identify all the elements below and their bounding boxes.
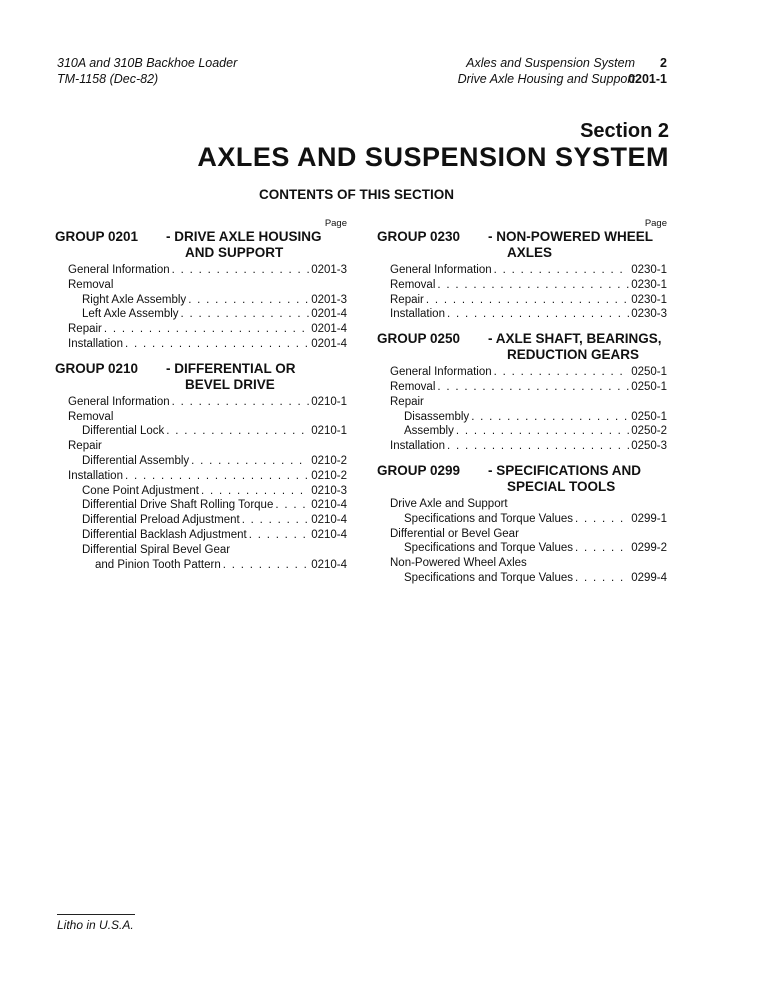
manual-title: 310A and 310B Backhoe Loader xyxy=(57,56,238,70)
dot-leader xyxy=(575,541,629,556)
dot-leader xyxy=(575,571,629,586)
toc-entry[interactable] xyxy=(377,395,667,410)
group-title: - DRIVE AXLE HOUSING xyxy=(166,229,322,244)
toc-entry[interactable] xyxy=(55,278,347,293)
group-title: - DIFFERENTIAL OR xyxy=(166,360,296,376)
toc-entry[interactable] xyxy=(377,571,667,586)
dot-leader xyxy=(494,365,630,380)
group-spacer xyxy=(377,347,488,363)
group-title-continued: AXLES xyxy=(507,245,553,260)
toc-entry-title: General Information xyxy=(390,264,492,276)
toc-entry[interactable] xyxy=(377,512,667,527)
group-heading xyxy=(377,463,667,495)
dot-leader xyxy=(125,469,309,484)
toc-entry-title: Installation xyxy=(390,308,445,321)
dot-leader xyxy=(242,513,310,528)
header-left xyxy=(57,55,237,87)
contents-column-right xyxy=(377,218,667,586)
toc-entry[interactable] xyxy=(377,263,667,278)
toc-entry-title: Drive Axle and Support xyxy=(390,497,508,510)
toc-entry-page: 0201-3 xyxy=(311,293,347,306)
group-title-continued: REDUCTION GEARS xyxy=(507,347,640,363)
group-number: GROUP 0201 xyxy=(55,229,139,244)
toc-entry-page: 0210-2 xyxy=(311,454,347,467)
toc-entry[interactable] xyxy=(377,380,667,395)
dot-leader xyxy=(447,307,629,322)
toc-entry-page: 0299-1 xyxy=(631,512,667,525)
toc-entry-title: Differential Drive Shaft Rolling Torque xyxy=(82,499,274,512)
group-title: - NON-POWERED WHEEL xyxy=(488,229,653,244)
manual-number: TM-1158 (Dec-82) xyxy=(57,72,159,86)
dot-leader xyxy=(172,263,310,278)
section-title: AXLES AND SUSPENSION SYSTEM xyxy=(197,142,669,172)
toc-entry-title: Differential Preload Adjustment xyxy=(82,514,240,527)
footer-litho: Litho in U.S.A. xyxy=(57,918,134,932)
group-heading xyxy=(55,229,347,261)
toc-entry-page: 0201-3 xyxy=(311,264,347,276)
toc-entry[interactable] xyxy=(55,543,347,558)
toc-entry[interactable] xyxy=(55,558,347,573)
toc-entry-title: Disassembly xyxy=(404,410,470,423)
dot-leader xyxy=(249,528,309,543)
contents-title: CONTENTS OF THIS SECTION xyxy=(259,187,455,202)
toc-entry-title: Removal xyxy=(68,278,114,291)
dot-leader xyxy=(426,293,629,308)
toc-entry-page: 0250-1 xyxy=(631,410,667,423)
toc-entry[interactable] xyxy=(55,293,347,308)
toc-entry-page: 0230-3 xyxy=(631,308,667,321)
toc-entry[interactable] xyxy=(377,541,667,556)
toc-entry[interactable] xyxy=(377,307,667,322)
footer-rule xyxy=(57,914,135,915)
toc-entry-page: 0210-4 xyxy=(311,558,347,571)
toc-entry-page: 0230-1 xyxy=(631,278,667,291)
group-heading xyxy=(377,331,667,363)
dot-leader xyxy=(437,278,629,293)
toc-entry[interactable] xyxy=(55,337,347,352)
toc-entry[interactable] xyxy=(377,365,667,380)
dot-leader xyxy=(166,424,309,439)
toc-entry-page: 0210-1 xyxy=(311,395,347,408)
dot-leader xyxy=(447,439,629,454)
dot-leader xyxy=(437,380,629,395)
toc-entry[interactable] xyxy=(55,484,347,499)
group-spacer xyxy=(377,245,488,261)
toc-entry[interactable] xyxy=(377,293,667,308)
toc-entry[interactable] xyxy=(377,556,667,571)
dot-leader xyxy=(172,395,310,410)
group-spacer xyxy=(377,479,488,495)
toc-entry-title: Cone Point Adjustment xyxy=(82,484,199,497)
group-heading xyxy=(55,361,347,393)
toc-entry-page: 0210-4 xyxy=(311,528,347,541)
toc-entry[interactable] xyxy=(377,410,667,425)
toc-entry[interactable] xyxy=(55,439,347,454)
toc-entry[interactable] xyxy=(55,469,347,484)
toc-entry-title: Repair xyxy=(390,395,424,408)
page-column-label: Page xyxy=(324,218,347,229)
dot-leader xyxy=(104,322,309,337)
toc-entry-title: and Pinion Tooth Pattern xyxy=(95,558,221,571)
dot-leader xyxy=(191,454,309,469)
group-spacer xyxy=(55,377,166,393)
group-number: GROUP 0250 xyxy=(377,331,461,347)
toc-entry-page: 0230-1 xyxy=(631,264,667,276)
dot-leader xyxy=(275,498,309,513)
section-number: 2 xyxy=(660,56,667,70)
toc-entry-title: Left Axle Assembly xyxy=(82,308,179,321)
group-number: GROUP 0210 xyxy=(55,360,139,376)
toc-entry-page: 0230-1 xyxy=(631,293,667,306)
toc-entry-title: Installation xyxy=(390,440,445,453)
toc-entry[interactable] xyxy=(377,527,667,542)
dot-leader xyxy=(223,558,309,573)
toc-entry[interactable] xyxy=(377,497,667,512)
toc-entry[interactable] xyxy=(377,424,667,439)
toc-entry-title: Differential Backlash Adjustment xyxy=(82,528,247,541)
group-heading xyxy=(377,229,667,261)
toc-entry-title: Installation xyxy=(68,469,123,482)
toc-entry-page: 0201-4 xyxy=(311,337,347,350)
dot-leader xyxy=(575,512,629,527)
toc-entry-title: Differential Assembly xyxy=(82,454,190,467)
toc-entry-page: 0299-4 xyxy=(631,571,667,584)
toc-entry[interactable] xyxy=(55,498,347,513)
toc-entry-page: 0210-4 xyxy=(311,514,347,527)
toc-entry-page: 0210-1 xyxy=(311,425,347,438)
toc-entry-page: 0210-4 xyxy=(311,499,347,512)
toc-entry-title: Assembly xyxy=(404,425,454,438)
toc-entry[interactable] xyxy=(55,395,347,410)
toc-entry[interactable] xyxy=(55,322,347,337)
toc-entry-title: Removal xyxy=(390,380,436,393)
contents-column-left xyxy=(55,218,347,572)
section-label: Section 2 xyxy=(580,120,669,142)
dot-leader xyxy=(181,307,310,322)
group-number: GROUP 0299 xyxy=(377,462,461,478)
page-column-label: Page xyxy=(644,218,667,229)
toc-entry-title: Specifications and Torque Values xyxy=(404,571,573,584)
toc-entry-title: Differential Lock xyxy=(82,425,165,438)
toc-entry-title: Repair xyxy=(68,440,102,453)
toc-entry-page: 0201-4 xyxy=(311,308,347,321)
toc-entry-page: 0210-3 xyxy=(311,484,347,497)
group-title: - SPECIFICATIONS AND xyxy=(488,462,642,478)
toc-entry-title: General Information xyxy=(68,395,170,408)
dot-leader xyxy=(188,293,309,308)
toc-entry-title: Repair xyxy=(68,323,102,336)
toc-entry-page: 0201-4 xyxy=(311,323,347,336)
section-running-head: Axles and Suspension System xyxy=(466,56,635,70)
page-number: 0201-1 xyxy=(628,72,667,86)
toc-entry[interactable] xyxy=(55,454,347,469)
toc-entry-title: Differential or Bevel Gear xyxy=(390,527,519,540)
toc-entry[interactable] xyxy=(55,263,347,278)
toc-entry-page: 0250-1 xyxy=(631,380,667,393)
group-title-continued: AND SUPPORT xyxy=(185,245,284,260)
toc-entry-page: 0299-2 xyxy=(631,542,667,555)
toc-entry-title: Installation xyxy=(68,337,123,350)
header-right xyxy=(458,55,635,87)
toc-entry-page: 0250-1 xyxy=(631,366,667,379)
toc-entry-title: Specifications and Torque Values xyxy=(404,512,573,525)
toc-entry-title: Removal xyxy=(390,278,436,291)
toc-entry-title: Repair xyxy=(390,293,424,306)
toc-entry-title: General Information xyxy=(68,264,170,276)
group-title-continued: SPECIAL TOOLS xyxy=(507,478,616,494)
group-running-head: Drive Axle Housing and Support xyxy=(457,72,635,86)
group-number: GROUP 0230 xyxy=(377,229,461,244)
toc-entry[interactable] xyxy=(55,410,347,425)
toc-entry-page: 0210-2 xyxy=(311,469,347,482)
dot-leader xyxy=(494,263,630,278)
toc-entry[interactable] xyxy=(55,307,347,322)
toc-entry[interactable] xyxy=(55,513,347,528)
toc-entry[interactable] xyxy=(377,278,667,293)
dot-leader xyxy=(125,337,309,352)
toc-entry[interactable] xyxy=(55,528,347,543)
dot-leader xyxy=(456,424,629,439)
toc-entry[interactable] xyxy=(55,424,347,439)
toc-entry-title: Non-Powered Wheel Axles xyxy=(390,557,527,570)
group-spacer xyxy=(55,245,166,261)
toc-entry-title: Right Axle Assembly xyxy=(82,293,187,306)
group-title: - AXLE SHAFT, BEARINGS, xyxy=(488,331,662,347)
toc-entry-title: Removal xyxy=(68,410,114,423)
toc-entry-title: General Information xyxy=(390,366,492,379)
toc-entry-title: Differential Spiral Bevel Gear xyxy=(82,543,231,556)
dot-leader xyxy=(201,484,309,499)
toc-entry-page: 0250-3 xyxy=(631,440,667,453)
toc-entry-page: 0250-2 xyxy=(631,425,667,438)
header-page-number xyxy=(628,55,667,87)
dot-leader xyxy=(471,410,629,425)
toc-entry[interactable] xyxy=(377,439,667,454)
toc-entry-title: Specifications and Torque Values xyxy=(404,542,573,555)
group-title-continued: BEVEL DRIVE xyxy=(185,376,275,392)
